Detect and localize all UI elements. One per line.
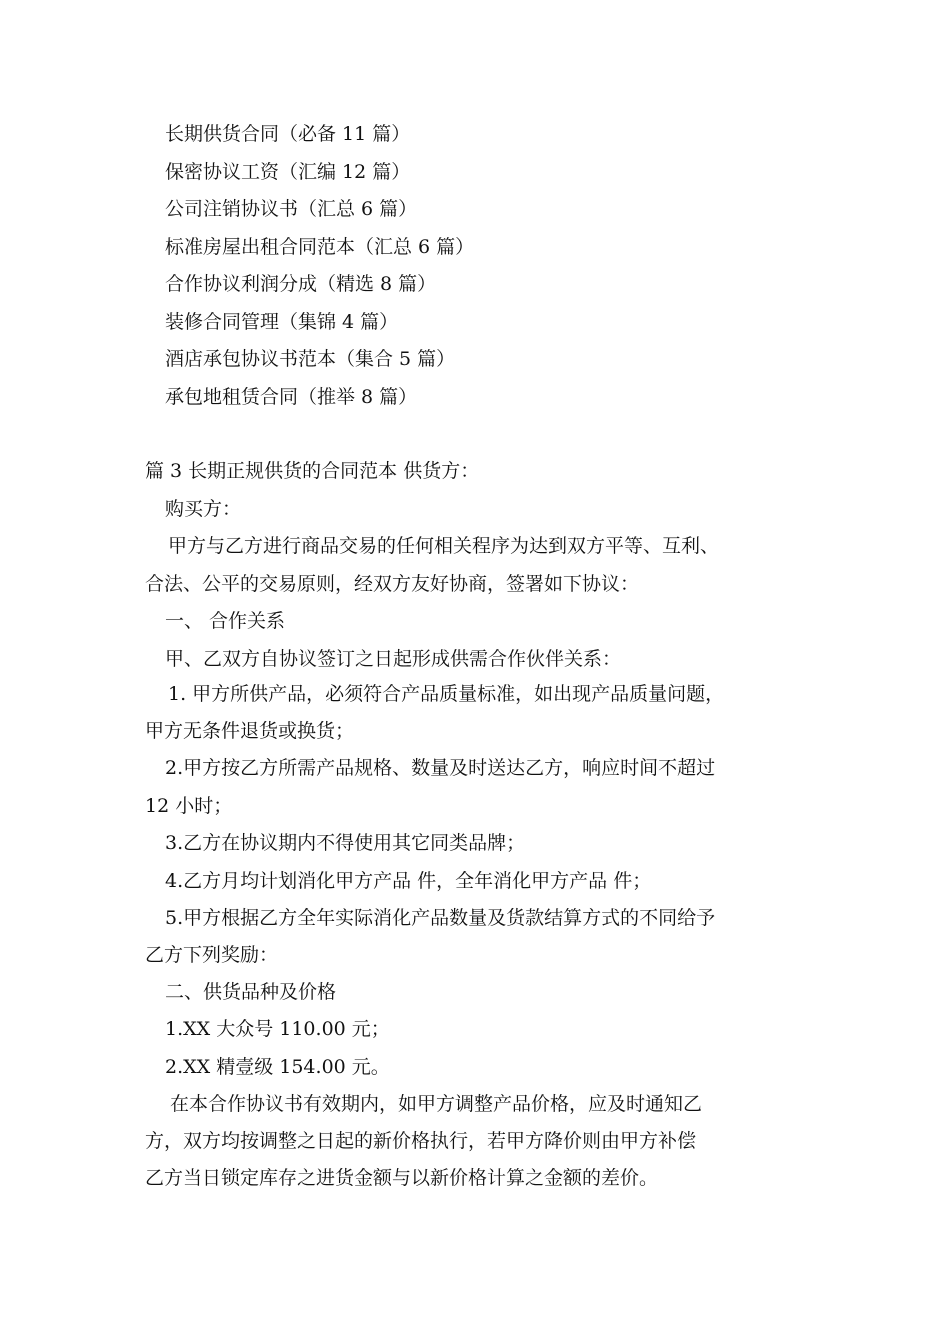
paragraph-line: 2.甲方按乙方所需产品规格、数量及时送达乙方，响应时间不超过	[165, 757, 716, 779]
paragraph-line: 甲方无条件退货或换货；	[145, 720, 355, 742]
paragraph-line: 乙方当日锁定库存之进货金额与以新价格计算之金额的差价。	[145, 1167, 659, 1189]
paragraph-line: 3.乙方在协议期内不得使用其它同类品牌；	[165, 832, 526, 854]
paragraph-line: 甲、乙双方自协议签订之日起形成供需合作伙伴关系：	[165, 648, 622, 670]
paragraph-line: 1.XX 大众号 110.00 元；	[165, 1018, 390, 1040]
toc-item: 装修合同管理（集锦 4 篇）	[165, 311, 399, 333]
toc-item: 酒店承包协议书范本（集合 5 篇）	[165, 348, 456, 370]
toc-item: 长期供货合同（必备 11 篇）	[165, 123, 411, 145]
toc-item: 保密协议工资（汇编 12 篇）	[165, 161, 411, 183]
toc-item: 承包地租赁合同（推举 8 篇）	[165, 386, 418, 408]
paragraph-line: 2.XX 精壹级 154.00 元。	[165, 1056, 390, 1078]
paragraph-line: 方，双方均按调整之日起的新价格执行，若甲方降价则由甲方补偿	[145, 1130, 697, 1152]
paragraph-line: 4.乙方月均计划消化甲方产品 件，全年消化甲方产品 件；	[165, 870, 652, 892]
paragraph-line: 合法、公平的交易原则，经双方友好协商，签署如下协议：	[145, 573, 640, 595]
toc-item: 合作协议利润分成（精选 8 篇）	[165, 273, 437, 295]
paragraph-line: 乙方下列奖励：	[145, 944, 279, 966]
paragraph-line: 在本合作协议书有效期内，如甲方调整产品价格，应及时通知乙	[170, 1093, 703, 1115]
paragraph-line: 12 小时；	[145, 795, 233, 817]
paragraph-line: 购买方：	[165, 498, 242, 520]
section-heading: 篇 3 长期正规供货的合同范本 供货方：	[145, 460, 480, 482]
paragraph-line: 甲方与乙方进行商品交易的任何相关程序为达到双方平等、互利、	[168, 535, 720, 557]
toc-item: 公司注销协议书（汇总 6 篇）	[165, 198, 418, 220]
paragraph-line: 一、 合作关系	[165, 610, 286, 632]
toc-item: 标准房屋出租合同范本（汇总 6 篇）	[165, 236, 475, 258]
paragraph-line: 1. 甲方所供产品，必须符合产品质量标准，如出现产品质量问题，	[168, 683, 725, 705]
paragraph-line: 5.甲方根据乙方全年实际消化产品数量及货款结算方式的不同给予	[165, 907, 716, 929]
paragraph-line: 二、供货品种及价格	[165, 981, 337, 1003]
